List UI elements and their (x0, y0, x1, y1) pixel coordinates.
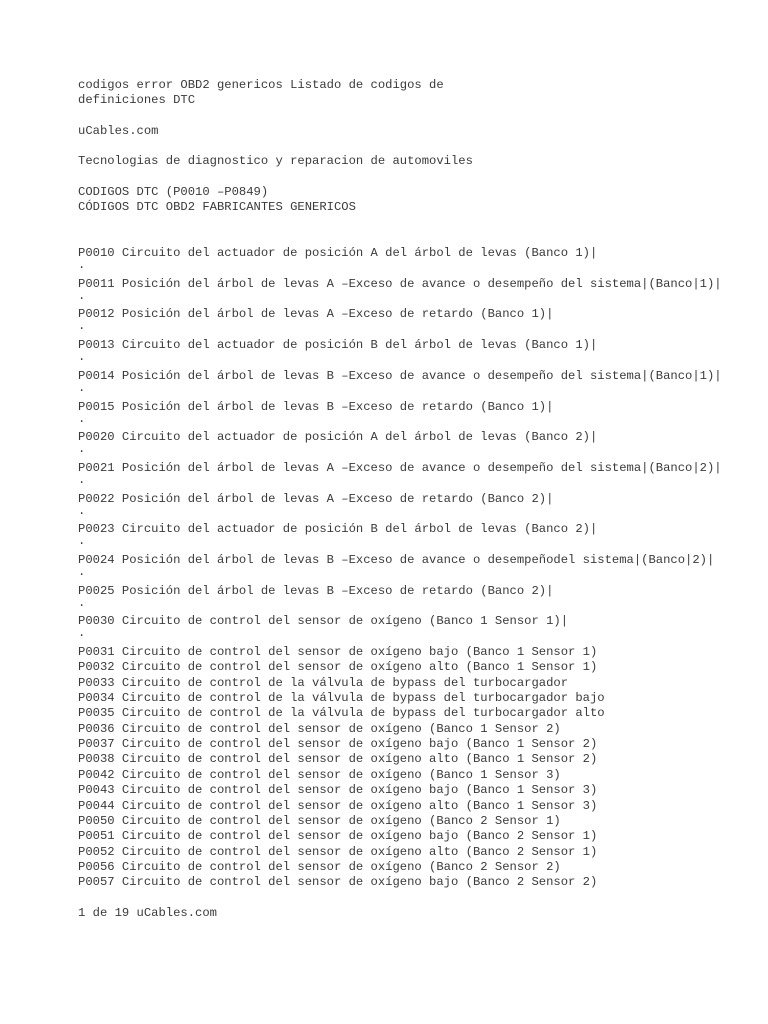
dtc-entry: P0036 Circuito de control del sensor de oxígeno (Banco 1 Sensor 2) (78, 721, 561, 736)
dtc-entry: P0024 Posición del árbol de levas B –Exceso de avance o desempeñodel sistema|(Banco|2)| (78, 553, 715, 567)
entry-separator-dot: . (78, 626, 86, 641)
tagline: Tecnologias de diagnostico y reparacion de automoviles (78, 154, 473, 168)
code-range-heading: CODIGOS DTC (P0010 –P0849) (78, 185, 269, 199)
dtc-entry: P0057 Circuito de control del sensor de oxígeno bajo (Banco 2 Sensor 2) (78, 875, 598, 890)
dtc-entry: P0042 Circuito de control del sensor de oxígeno (Banco 1 Sensor 3) (78, 767, 561, 782)
dtc-entry: P0012 Posición del árbol de levas A –Exceso de retardo (Banco 1)| (78, 307, 554, 322)
dtc-entry: P0025 Posición del árbol de levas B –Exceso de retardo (Banco 2)| (78, 583, 554, 598)
site-name: uCables.com (78, 124, 159, 138)
dtc-entry: P0056 Circuito de control del sensor de oxígeno (Banco 2 Sensor 2) (78, 859, 561, 874)
dtc-entry: P0014 Posición del árbol de levas B –Exceso de avance o desempeño del sistema|(Banco|1)| (78, 368, 722, 383)
dtc-entry: P0034 Circuito de control de la válvula de bypass del turbocargador bajo (78, 691, 605, 706)
dtc-entry: P0030 Circuito de control del sensor de oxígeno (Banco 1 Sensor 1)| (78, 614, 569, 629)
entry-separator-dot: . (78, 411, 86, 426)
dtc-entry: P0035 Circuito de control de la válvula de bypass del turbocargador alto (78, 706, 605, 721)
entry-separator-dot: . (78, 319, 86, 334)
dtc-entry: P0050 Circuito de control del sensor de oxígeno (Banco 2 Sensor 1) (78, 813, 561, 828)
dtc-entry: P0051 Circuito de control del sensor de oxígeno bajo (Banco 2 Sensor 1) (78, 829, 598, 844)
dtc-entry: P0010 Circuito del actuador de posición A del árbol de levas (Banco 1)| (78, 246, 598, 260)
entry-separator-dot: . (78, 565, 86, 579)
doc-title-line2: definiciones DTC (78, 93, 196, 107)
dtc-entry: P0038 Circuito de control del sensor de oxígeno alto (Banco 1 Sensor 2) (78, 752, 598, 767)
dtc-entry: P0023 Circuito del actuador de posición B del árbol de levas (Banco 2)| (78, 522, 598, 537)
page-footer: 1 de 19 uCables.com (78, 906, 217, 920)
dtc-entry: P0015 Posición del árbol de levas B –Exceso de retardo (Banco 1)| (78, 399, 554, 414)
dtc-entry: P0037 Circuito de control del sensor de oxígeno bajo (Banco 1 Sensor 2) (78, 737, 598, 752)
entry-separator-dot: . (78, 380, 86, 395)
dtc-entry: P0011 Posición del árbol de levas A –Exceso de avance o desempeño del sistema|(Banco|1)| (78, 276, 722, 291)
dtc-entry: P0022 Posición del árbol de levas A –Exceso de retardo (Banco 2)| (78, 491, 554, 506)
dtc-entry: P0032 Circuito de control del sensor de oxígeno alto (Banco 1 Sensor 1) (78, 660, 598, 675)
entry-separator-dot: . (78, 534, 86, 549)
dtc-entry: P0044 Circuito de control del sensor de oxígeno alto (Banco 1 Sensor 3) (78, 798, 598, 813)
section-subtitle: CÓDIGOS DTC OBD2 FABRICANTES GENERICOS (78, 200, 356, 214)
entry-separator-dot: . (78, 472, 86, 487)
entry-separator-dot: . (78, 503, 86, 518)
dtc-entry: P0021 Posición del árbol de levas A –Exceso de avance o desempeño del sistema|(Banco|2)| (78, 460, 722, 475)
dtc-entry: P0020 Circuito del actuador de posición A del árbol de levas (Banco 2)| (78, 430, 598, 445)
entry-separator-dot: . (78, 258, 86, 272)
dtc-entry: P0013 Circuito del actuador de posición B del árbol de levas (Banco 1)| (78, 338, 598, 353)
entry-separator-dot: . (78, 595, 86, 610)
dtc-entry: P0033 Circuito de control de la válvula de bypass del turbocargador (78, 675, 569, 690)
dtc-entry: P0052 Circuito de control del sensor de oxígeno alto (Banco 2 Sensor 1) (78, 844, 598, 859)
dtc-entry: P0031 Circuito de control del sensor de oxígeno bajo (Banco 1 Sensor 1) (78, 645, 598, 659)
dtc-entry: P0043 Circuito de control del sensor de oxígeno bajo (Banco 1 Sensor 3) (78, 783, 598, 798)
doc-title-line1: codigos error OBD2 genericos Listado de codigos de (78, 78, 444, 92)
entry-separator-dot: . (78, 350, 86, 365)
entry-separator-dot: . (78, 288, 86, 303)
entry-separator-dot: . (78, 442, 86, 457)
